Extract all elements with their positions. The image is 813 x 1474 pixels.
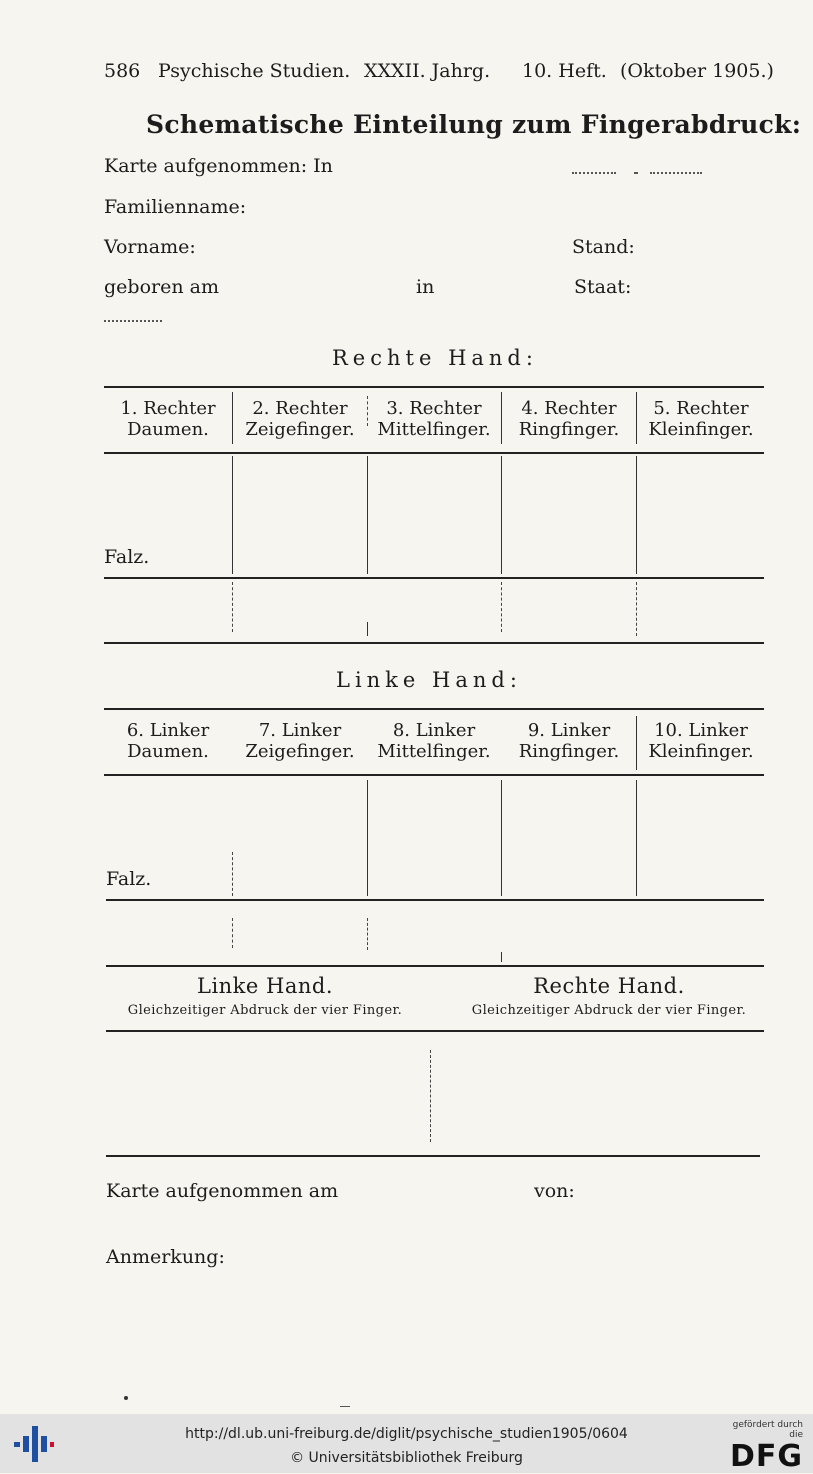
simultaneous-left-title: Linke Hand. xyxy=(197,974,333,998)
dotted-line xyxy=(634,172,638,174)
page-title: Schematische Einteilung zum Fingerabdruck: xyxy=(146,110,802,139)
dotted-line xyxy=(650,172,702,174)
field-karte-am: Karte aufgenommen am xyxy=(106,1180,339,1202)
column-divider xyxy=(367,780,368,896)
field-karte-in: Karte aufgenommen: In xyxy=(104,155,333,177)
ink-mark xyxy=(340,1406,350,1407)
column-divider xyxy=(636,582,637,636)
right-col-5-header: 5. Rechter Kleinfinger. xyxy=(648,398,754,440)
table-rule xyxy=(106,965,764,967)
issue-date: (Oktober 1905.) xyxy=(620,60,774,82)
column-divider xyxy=(501,582,502,632)
dfg-mark: DFG xyxy=(729,1439,803,1474)
footer-copyright: © Universitätsbibliothek Freiburg xyxy=(290,1450,523,1466)
volume: XXXII. Jahrg. xyxy=(364,60,491,82)
column-divider xyxy=(232,456,233,574)
issue: 10. Heft. xyxy=(522,60,607,82)
dfg-logo-icon xyxy=(717,1420,803,1474)
column-divider xyxy=(367,396,368,426)
page-number: 586 xyxy=(104,60,141,82)
table-rule xyxy=(104,577,764,579)
column-divider xyxy=(232,918,233,948)
field-geboren: geboren am xyxy=(104,276,219,298)
table-rule xyxy=(106,1155,760,1157)
right-falz-label: Falz. xyxy=(104,546,150,568)
table-rule xyxy=(104,708,764,710)
column-divider xyxy=(636,456,637,574)
field-staat: Staat: xyxy=(574,276,632,298)
table-rule xyxy=(106,899,764,901)
left-col-6-header: 6. Linker Daumen. xyxy=(126,720,210,762)
table-rule xyxy=(104,642,764,644)
dotted-line xyxy=(572,172,616,174)
column-divider xyxy=(367,918,368,950)
left-hand-heading: Linke Hand: xyxy=(336,668,522,692)
field-anmerkung: Anmerkung: xyxy=(106,1246,225,1268)
footer-url[interactable]: http://dl.ub.uni-freiburg.de/diglit/psychische_studien1905/0604 xyxy=(185,1426,628,1442)
table-rule xyxy=(106,1030,764,1032)
field-von: von: xyxy=(534,1180,575,1202)
left-col-8-header: 8. Linker Mittelfinger. xyxy=(377,720,491,762)
column-divider xyxy=(430,1050,431,1142)
column-divider xyxy=(636,392,637,444)
column-divider xyxy=(501,780,502,896)
field-in: in xyxy=(416,276,435,298)
field-familienname: Familienname: xyxy=(104,196,247,218)
column-divider xyxy=(232,852,233,896)
right-col-3-header: 3. Rechter Mittelfinger. xyxy=(377,398,491,440)
column-divider xyxy=(367,622,368,636)
left-col-10-header: 10. Linker Kleinfinger. xyxy=(648,720,754,762)
column-divider xyxy=(501,952,502,962)
field-vorname: Vorname: xyxy=(104,236,196,258)
table-rule xyxy=(104,386,764,388)
left-col-9-header: 9. Linker Ringfinger. xyxy=(518,720,620,762)
simultaneous-left-sub: Gleichzeitiger Abdruck der vier Finger. xyxy=(127,1003,403,1018)
column-divider xyxy=(501,456,502,574)
ink-dot xyxy=(124,1396,128,1400)
simultaneous-right-sub: Gleichzeitiger Abdruck der vier Finger. xyxy=(471,1003,747,1018)
dfg-tagline: gefördert durch die xyxy=(732,1420,803,1440)
table-rule xyxy=(104,774,764,776)
right-col-2-header: 2. Rechter Zeigefinger. xyxy=(245,398,355,440)
left-col-7-header: 7. Linker Zeigefinger. xyxy=(245,720,355,762)
dotted-line xyxy=(104,320,162,322)
column-divider xyxy=(232,582,233,632)
simultaneous-right-title: Rechte Hand. xyxy=(533,974,685,998)
right-col-1-header: 1. Rechter Daumen. xyxy=(120,398,216,440)
left-falz-label: Falz. xyxy=(106,868,152,890)
table-rule xyxy=(104,452,764,454)
right-hand-heading: Rechte Hand: xyxy=(332,346,538,370)
column-divider xyxy=(367,456,368,574)
footer-bar xyxy=(0,1414,813,1473)
journal-name: Psychische Studien. xyxy=(158,60,351,82)
column-divider xyxy=(501,392,502,444)
column-divider xyxy=(636,780,637,896)
column-divider xyxy=(636,716,637,770)
column-divider xyxy=(232,392,233,444)
field-stand: Stand: xyxy=(572,236,635,258)
right-col-4-header: 4. Rechter Ringfinger. xyxy=(518,398,620,440)
